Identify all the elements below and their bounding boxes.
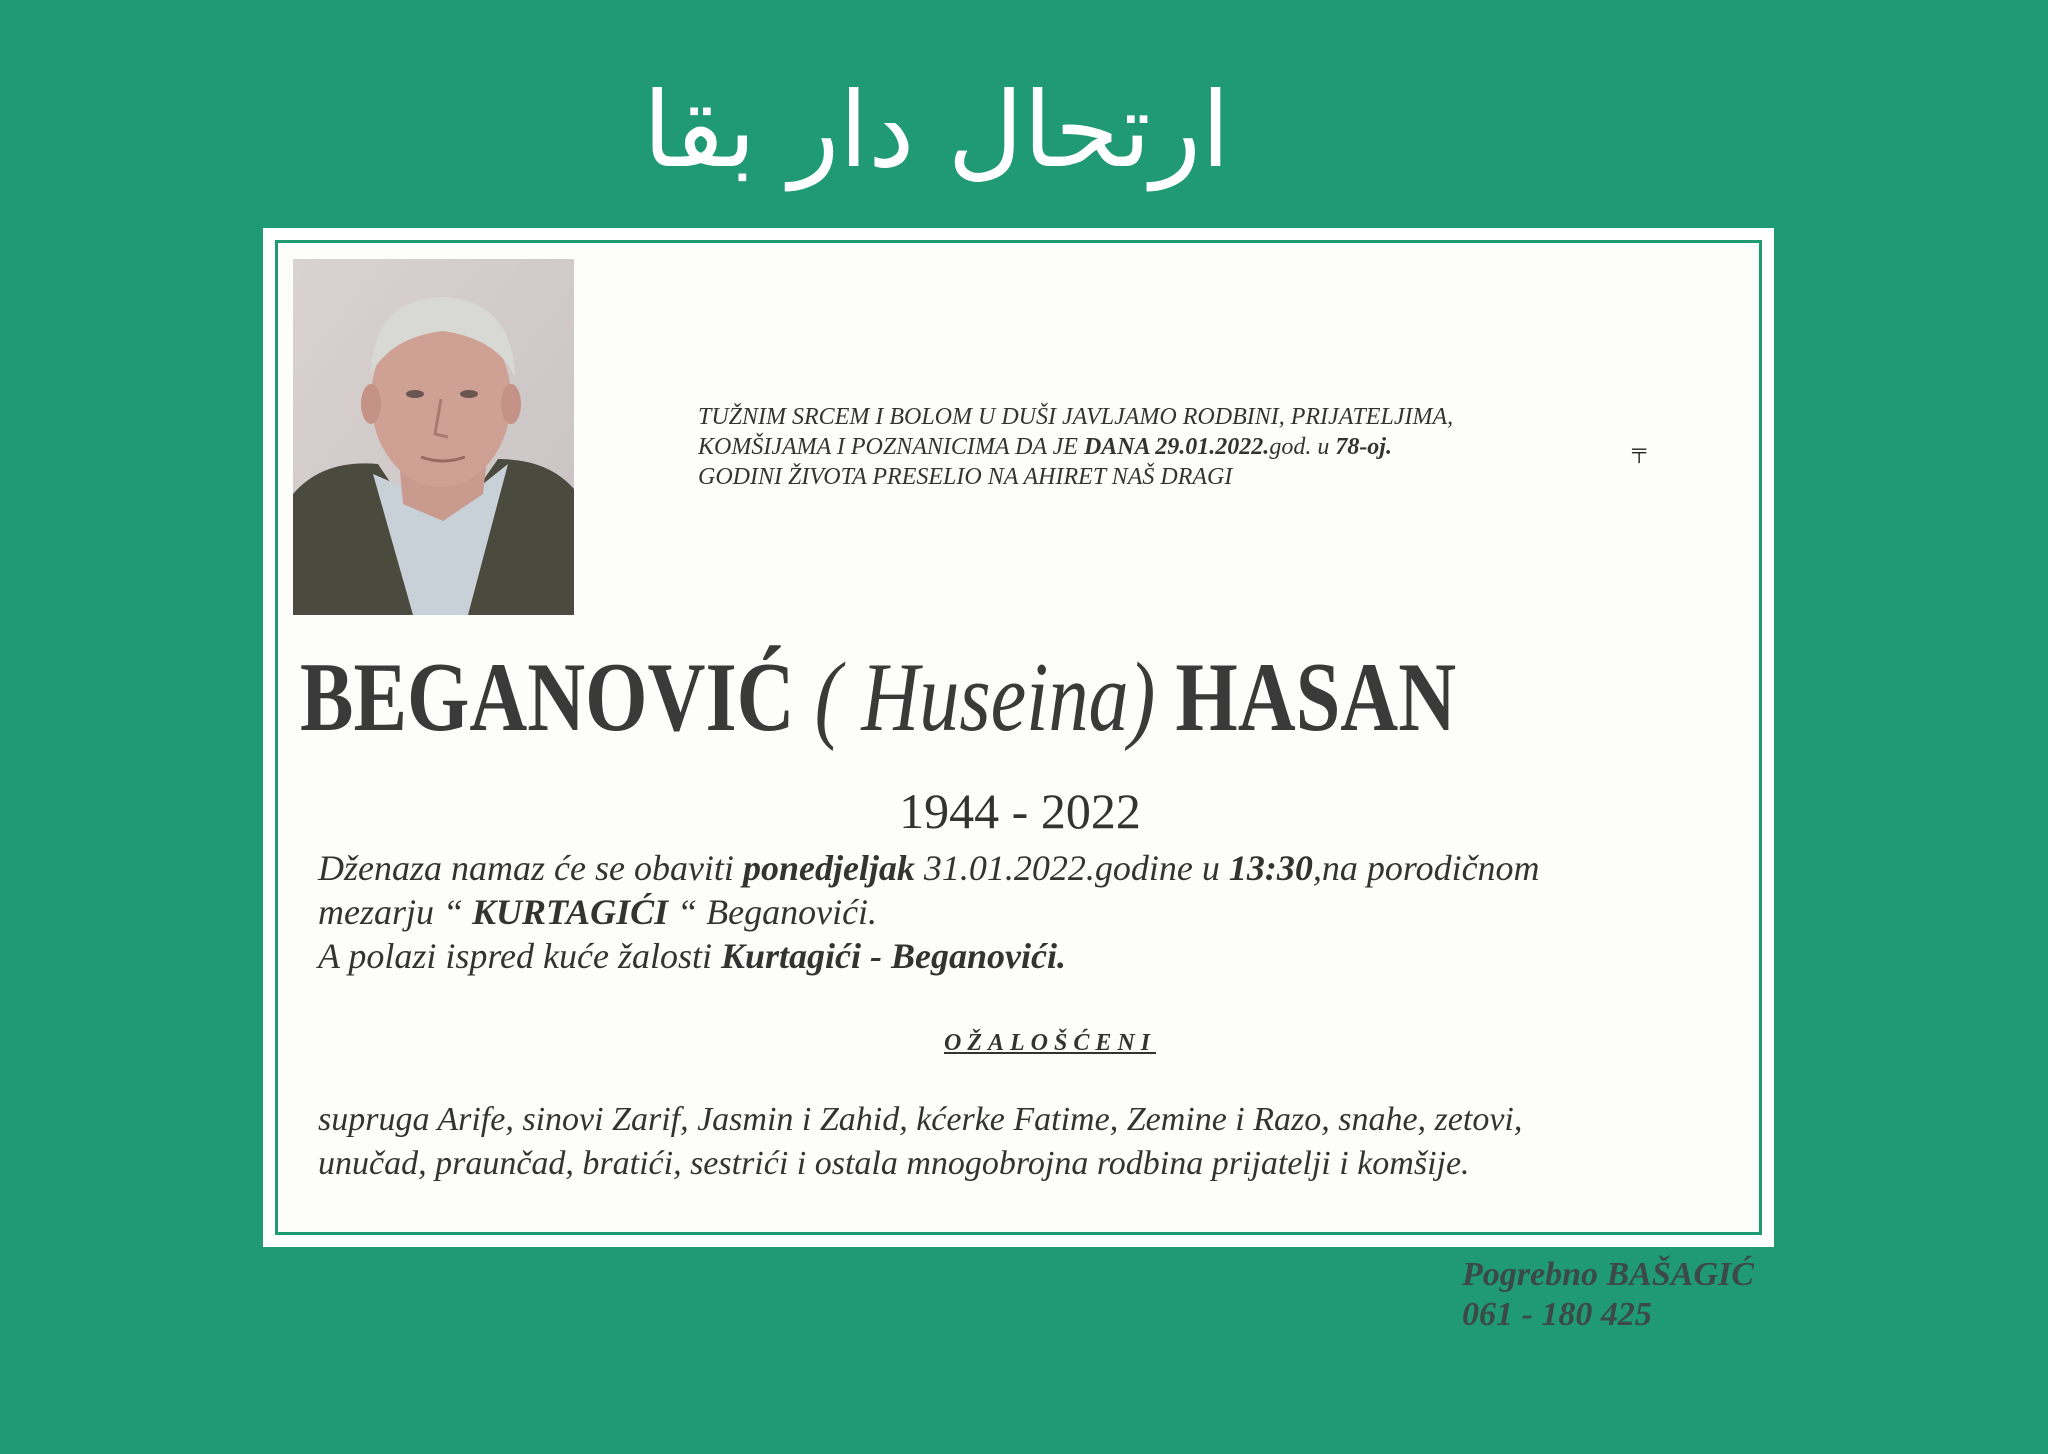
deceased-patronymic: ( Huseina): [794, 643, 1176, 752]
portrait-icon: [293, 259, 574, 615]
funeral-time: 13:30: [1228, 848, 1313, 888]
funeral-location-text: ,na porodičnom: [1312, 848, 1540, 888]
intro-line-3: GODINI ŽIVOTA PRESELIO NA AHIRET NAŠ DRAGI: [698, 464, 1233, 490]
funeral-text: Dženaza namaz će se obaviti: [318, 848, 743, 888]
announcement-intro: [698, 402, 1518, 492]
deceased-portrait-photo: [293, 259, 574, 615]
arabic-calligraphy-header: ارتحال دار بقا: [642, 69, 1230, 191]
procession-text: A polazi ispred kuće žalosti: [318, 936, 721, 976]
cemetery-village: “ Beganovići.: [668, 892, 878, 932]
age-at-death: 78-oj.: [1335, 434, 1392, 460]
funeral-home-footer: [1462, 1255, 1754, 1335]
intro-line-2-mid: god. u: [1269, 434, 1336, 460]
life-years: 1944 - 2022: [899, 783, 1141, 839]
intro-line-2: [698, 432, 1518, 462]
deceased-surname: BEGANOVIĆ: [300, 643, 795, 752]
funeral-date-text: 31.01.2022.godine u: [914, 848, 1229, 888]
funeral-day: ponedjeljak: [742, 848, 915, 888]
funeral-home-phone: 061 - 180 425: [1462, 1296, 1652, 1333]
funeral-line-2: [318, 890, 1738, 934]
funeral-line-3: [318, 934, 1738, 978]
intro-line-1: TUŽNIM SRCEM I BOLOM U DUŠI JAVLJAMO RODBINI, PRIJATELJIMA,: [698, 404, 1454, 430]
funeral-home-name: Pogrebno BAŠAGIĆ: [1462, 1256, 1754, 1293]
deceased-firstname: HASAN: [1175, 643, 1457, 752]
mourners-heading: OŽALOŠĆENI: [943, 1030, 1157, 1056]
procession-place: Kurtagići - Beganovići.: [720, 936, 1066, 976]
mourners-line-1: supruga Arife, sinovi Zarif, Jasmin i Zahid, kćerke Fatime, Zemine i Razo, snahe, zetovi,: [318, 1101, 1523, 1138]
funeral-line-1: [318, 846, 1738, 890]
cemetery-name: KURTAGIĆI: [472, 892, 669, 932]
mourners-line-2: unučad, praunčad, bratići, sestrići i ostala mnogobrojna rodbina prijatelji i komšije.: [318, 1145, 1470, 1182]
cemetery-text: mezarju “: [318, 892, 473, 932]
funeral-details: [318, 846, 1738, 978]
mourners-list: [318, 1098, 1738, 1186]
scan-speck: ╤: [1632, 440, 1647, 462]
intro-line-2-prefix: KOMŠIJAMA I POZNANICIMA DA JE: [698, 434, 1084, 460]
deceased-full-name: [300, 638, 1457, 758]
death-date: DANA 29.01.2022.: [1083, 434, 1270, 460]
